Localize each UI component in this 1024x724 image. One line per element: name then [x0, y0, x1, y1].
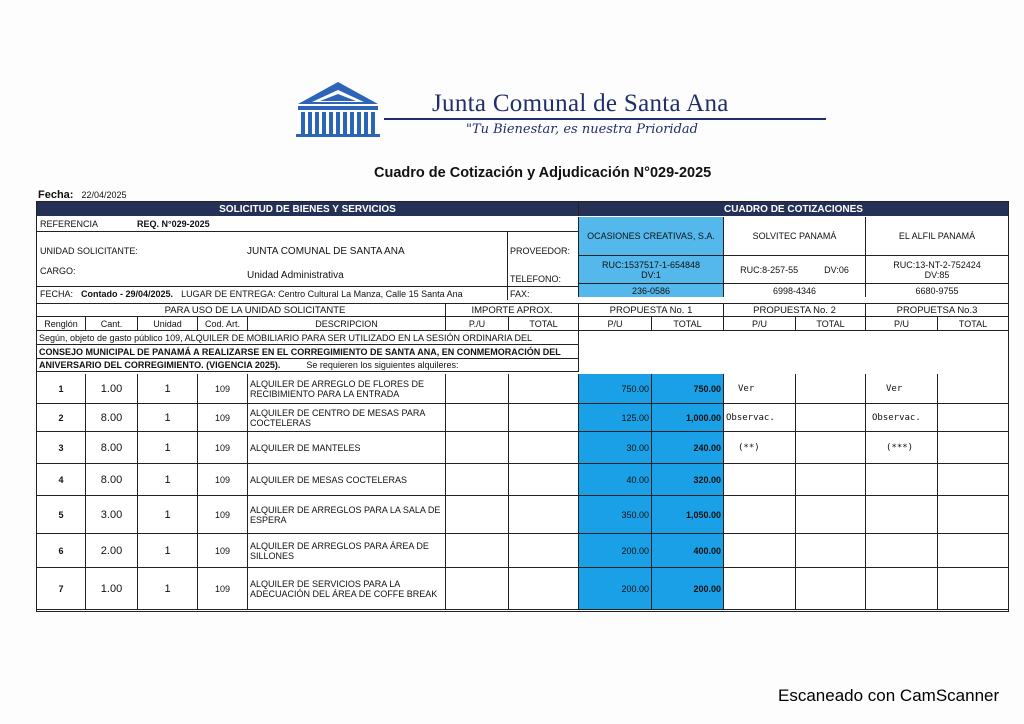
item-p3-total: [937, 432, 1008, 464]
p2-col-pu: P/U: [723, 316, 795, 330]
col-descripcion: DESCRIPCION: [247, 316, 445, 330]
item-cant: 3.00: [85, 496, 137, 534]
org-name: Junta Comunal de Santa Ana: [432, 90, 729, 117]
referencia-value: REQ. N°029-2025: [137, 219, 210, 229]
org-motto: "Tu Bienestar, es nuestra Prioridad: [466, 122, 698, 137]
p2-note: Observac.: [726, 412, 775, 423]
item-pu-blank: [445, 374, 508, 404]
item-total-blank: [508, 464, 578, 496]
item-descripcion: ALQUILER DE ARREGLOS PARA LA SALA DE ESPERA: [247, 496, 445, 534]
item-descripcion: ALQUILER DE CENTRO DE MESAS PARA COCTELERAS: [247, 404, 445, 432]
document-date: [38, 189, 127, 201]
item-renglon: 2: [37, 404, 85, 432]
objeto-line-3: [37, 358, 578, 372]
col-cod: Cod. Art.: [197, 316, 247, 330]
p2-note: Ver: [738, 383, 755, 394]
item-unidad: 1: [137, 534, 197, 568]
item-p3-total: [937, 534, 1008, 568]
p2-note: (**): [738, 442, 760, 453]
item-cant: 1.00: [85, 374, 137, 404]
p3-note: Ver: [886, 383, 903, 394]
row-divider: [37, 231, 578, 232]
item-cod: 109: [197, 432, 247, 464]
item-p1-pu: 125.00: [578, 404, 651, 432]
p3-note: (***): [886, 442, 914, 453]
p3-note: Observac.: [872, 412, 921, 423]
fecha-row-label: FECHA:: [40, 288, 74, 299]
item-cod: 109: [197, 374, 247, 404]
col-unidad: Unidad: [137, 316, 197, 330]
item-unidad: 1: [137, 374, 197, 404]
p1-col-total: TOTAL: [651, 316, 723, 330]
provider-2-name: SOLVITEC PANAMÁ: [723, 217, 865, 255]
document-title: Cuadro de Cotización y Adjudicación N°029-2025: [374, 165, 712, 181]
item-p3-total: [937, 464, 1008, 496]
item-pu-blank: [445, 464, 508, 496]
header-rule: [384, 118, 826, 120]
provider-1-phone: 236-0586: [578, 283, 723, 297]
item-cod: 109: [197, 534, 247, 568]
item-p2-total: [795, 496, 865, 534]
col-pu: P./U: [445, 316, 508, 330]
cargo-value: Unidad Administrativa: [247, 269, 344, 281]
provider-3-ruc: [865, 255, 1008, 283]
item-cod: 109: [197, 496, 247, 534]
item-p1-total: 1,000.00: [651, 404, 723, 432]
item-unidad: 1: [137, 464, 197, 496]
item-descripcion: ALQUILER DE SERVICIOS PARA LA ADECUACIÓN DEL ÁREA DE COFFE BREAK: [247, 568, 445, 610]
referencia-label: REFERENCIA: [40, 219, 99, 229]
item-p1-total: 240.00: [651, 432, 723, 464]
item-p2-pu: [723, 568, 795, 610]
provider-1-ruc: [578, 255, 723, 283]
propuesta-1-label: PROPUESTA No. 1: [578, 303, 723, 316]
item-p1-total: 750.00: [651, 374, 723, 404]
objeto-line-3-note: Se requieren los siguientes alquileres:: [306, 360, 459, 370]
item-total-blank: [508, 568, 578, 610]
item-cant: 8.00: [85, 464, 137, 496]
col-total: TOTAL: [508, 316, 578, 330]
item-p2-pu: [723, 464, 795, 496]
junta-comunal-logo: [292, 80, 384, 138]
item-p2-total: [795, 464, 865, 496]
item-cod: 109: [197, 404, 247, 432]
item-unidad: 1: [137, 404, 197, 432]
provider-1-ruc-number: RUC:1537517-1-654848: [601, 259, 701, 270]
unidad-label: UNIDAD SOLICITANTE:: [40, 246, 138, 256]
item-p1-total: 320.00: [651, 464, 723, 496]
objeto-line-1: Según, objeto de gasto público 109, ALQUILER DE MOBILIARIO PARA SER UTILIZADO EN LA SESIÓN ORDINARIA DEL: [37, 330, 578, 344]
col-renglon: Renglón: [37, 316, 85, 330]
propuesta-3-label: PROPUETSA No.3: [865, 303, 1008, 316]
item-unidad: 1: [137, 568, 197, 610]
p3-col-total: TOTAL: [937, 316, 1008, 330]
item-p1-pu: 30.00: [578, 432, 651, 464]
item-total-blank: [508, 534, 578, 568]
cotizaciones-header: CUADRO DE COTIZACIONES: [578, 202, 1008, 216]
item-p1-pu: 40.00: [578, 464, 651, 496]
item-p2-total: [795, 404, 865, 432]
item-descripcion: ALQUILER DE MANTELES: [247, 432, 445, 464]
importe-label: IMPORTE APROX.: [445, 303, 578, 316]
provider-2-ruc: [723, 255, 865, 283]
fecha-label: Fecha:: [38, 189, 74, 201]
item-p3-total: [937, 568, 1008, 610]
item-p1-pu: 200.00: [578, 534, 651, 568]
objeto-right-blank: [578, 330, 1008, 372]
provider-2-dv: DV:06: [824, 264, 849, 275]
item-descripcion: ALQUILER DE MESAS COCTELERAS: [247, 464, 445, 496]
objeto-line-2: CONSEJO MUNICIPAL DE PANAMÁ A REALIZARSE EN EL CORREGIMIENTO DE SANTA ANA, EN CONMEMORACIÓN DEL: [37, 344, 578, 358]
item-p1-pu: 200.00: [578, 568, 651, 610]
item-p3-pu: [865, 432, 937, 464]
item-cod: 109: [197, 568, 247, 610]
item-total-blank: [508, 374, 578, 404]
objeto-line-3-main: ANIVERSARIO DEL CORREGIMIENTO. (VIGENCIA 2025).: [39, 360, 281, 370]
item-p2-pu: [723, 534, 795, 568]
provider-1-dv: DV:1: [641, 269, 661, 280]
item-p2-total: [795, 534, 865, 568]
item-pu-blank: [445, 568, 508, 610]
uso-label: PARA USO DE LA UNIDAD SOLICITANTE: [37, 303, 473, 316]
item-p1-pu: 750.00: [578, 374, 651, 404]
item-p3-total: [937, 404, 1008, 432]
item-pu-blank: [445, 496, 508, 534]
item-p1-total: 200.00: [651, 568, 723, 610]
item-p1-total: 400.00: [651, 534, 723, 568]
fecha-row: [37, 286, 578, 300]
item-p2-pu: [723, 496, 795, 534]
p1-col-pu: P/U: [578, 316, 651, 330]
camscanner-watermark: Escaneado con CamScanner: [778, 686, 1000, 705]
fecha-value: 22/04/2025: [81, 190, 127, 200]
provider-2-ruc-number: RUC:8-257-55: [740, 264, 799, 275]
fax-label: FAX:: [507, 286, 578, 300]
item-p2-pu: [723, 374, 795, 404]
telefono-label: TELEFONO:: [507, 272, 577, 286]
item-total-blank: [508, 404, 578, 432]
item-p3-pu: [865, 404, 937, 432]
provider-3-ruc-number: RUC:13-NT-2-752424: [893, 259, 981, 270]
item-p3-pu: [865, 496, 937, 534]
item-pu-blank: [445, 432, 508, 464]
item-p3-pu: [865, 374, 937, 404]
provider-3-dv: DV:85: [924, 269, 950, 280]
item-p1-pu: 350.00: [578, 496, 651, 534]
col-cant: Cant.: [85, 316, 137, 330]
quotation-table: [36, 201, 1009, 612]
item-p2-total: [795, 374, 865, 404]
item-unidad: 1: [137, 496, 197, 534]
item-cod: 109: [197, 464, 247, 496]
item-pu-blank: [445, 404, 508, 432]
item-cant: 8.00: [85, 404, 137, 432]
fecha-row-value: Contado - 29/04/2025.: [81, 288, 174, 299]
item-renglon: 6: [37, 534, 85, 568]
item-unidad: 1: [137, 432, 197, 464]
item-renglon: 3: [37, 432, 85, 464]
item-renglon: 1: [37, 374, 85, 404]
provider-2-phone: 6998-4346: [723, 283, 865, 297]
p2-col-total: TOTAL: [795, 316, 865, 330]
propuesta-2-label: PROPUESTA No. 2: [723, 303, 865, 316]
p3-col-pu: P/U: [865, 316, 937, 330]
lugar-entrega: LUGAR DE ENTREGA: Centro Cultural La Manza, Calle 15 Santa Ana: [181, 288, 463, 299]
item-p3-total: [937, 496, 1008, 534]
item-p3-pu: [865, 464, 937, 496]
item-renglon: 7: [37, 568, 85, 610]
item-p3-pu: [865, 534, 937, 568]
item-cant: 8.00: [85, 432, 137, 464]
item-renglon: 4: [37, 464, 85, 496]
item-p2-pu: [723, 432, 795, 464]
col-divider: [507, 231, 508, 286]
unidad-value: JUNTA COMUNAL DE SANTA ANA: [247, 245, 405, 257]
item-cant: 2.00: [85, 534, 137, 568]
provider-3-name: EL ALFIL PANAMÁ: [865, 217, 1008, 255]
item-descripcion: ALQUILER DE ARREGLO DE FLORES DE RECIBIMIENTO PARA LA ENTRADA: [247, 374, 445, 404]
solicitud-header: SOLICITUD DE BIENES Y SERVICIOS: [37, 202, 578, 216]
item-p1-total: 1,050.00: [651, 496, 723, 534]
item-p2-pu: [723, 404, 795, 432]
item-p3-pu: [865, 568, 937, 610]
provider-3-phone: 6680-9755: [865, 283, 1008, 297]
item-p3-total: [937, 374, 1008, 404]
item-descripcion: ALQUILER DE ARREGLOS PARA ÁREA DE SILLONES: [247, 534, 445, 568]
item-pu-blank: [445, 534, 508, 568]
item-total-blank: [508, 496, 578, 534]
item-total-blank: [508, 432, 578, 464]
item-cant: 1.00: [85, 568, 137, 610]
proveedor-label: PROVEEDOR:: [507, 244, 577, 258]
cargo-label: CARGO:: [40, 266, 76, 276]
item-renglon: 5: [37, 496, 85, 534]
provider-1-name: OCASIONES CREATIVAS, S.A.: [578, 217, 723, 255]
item-p2-total: [795, 568, 865, 610]
item-p2-total: [795, 432, 865, 464]
